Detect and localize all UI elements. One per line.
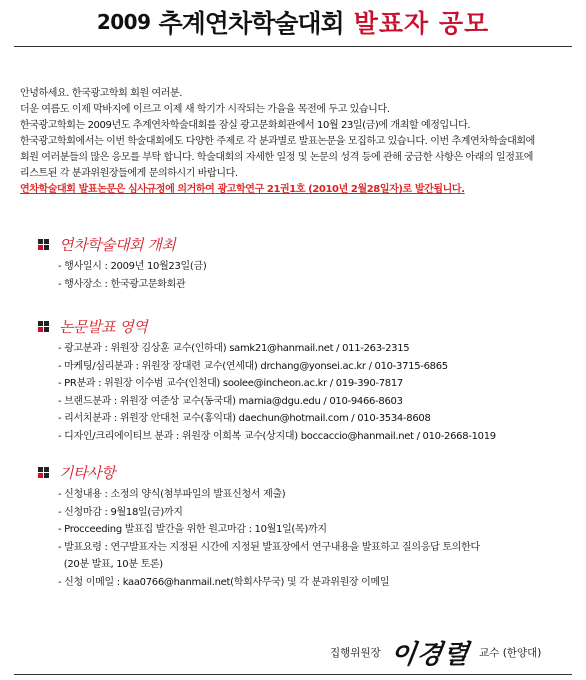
list-item: - 발표요령 : 연구발표자는 지정된 시간에 지정된 발표장에서 연구내용을 발표하고 질의응답 토의한다 [58,541,480,553]
intro-line: 리스트된 각 분과위원장들에게 문의하시기 바랍니다. [20,168,238,179]
misc-list [58,486,480,591]
intro-line: 안녕하세요. 한국광고학회 회원 여러분. [20,88,183,99]
section-title: 기타사항 [59,464,115,482]
section-heading-misc [38,462,115,483]
signature-role: 집행위원장 [330,647,381,659]
signature-name: 이경렬 [388,640,471,670]
title-main: 추계연차학술대회 [158,9,344,38]
signature-block [330,634,541,671]
list-item: - 신청 이메일 : kaa0766@hanmail.net(학회사무국) 및 각 분과위원장 이메일 [58,576,390,588]
list-item: - Procceeding 발표집 발간을 위한 원고마감 : 10월1일(목)까지 [58,524,327,535]
list-item: (20분 발표, 10분 토론) [58,559,163,570]
page-title [0,4,586,42]
list-item: - 브랜드분과 : 위원장 여준상 교수(동국대) marnia@dgu.edu / 010-9466-8603 [58,395,403,407]
section-heading-conference [38,234,175,255]
list-item: - 광고분과 : 위원장 김상훈 교수(인하대) samk21@hanmail.net / 011-263-2315 [58,343,410,354]
list-item: - 리서치분과 : 위원장 안대천 교수(홍익대) daechun@hotmail.com / 010-3534-8608 [58,413,431,424]
title-year: 2009 [96,10,151,34]
section-title: 논문발표 영역 [59,318,148,336]
publication-notice: 연차학술대회 발표논문은 심사규정에 의거하여 광고학연구 21권1호 (2010년 2월28일자)로 발간됩니다. [20,184,465,195]
list-item: - 신청마감 : 9월18일(금)까지 [58,506,183,518]
top-divider [14,46,572,47]
list-item: - PR분과 : 위원장 이수범 교수(인천대) soolee@incheon.ac.kr / 019-390-7817 [58,378,403,389]
intro-line: 한국광고학회는 2009년도 추계연차학술대회를 잠실 광고문화회관에서 10월 23일(금)에 개최할 예정입니다. [20,120,471,131]
intro-line: 회원 여러분들의 많은 응모를 부탁 합니다. 학술대회의 자세한 일정 및 논문의 성격 등에 관해 궁금한 사항은 아래의 일정표에 [20,152,534,163]
list-item: - 신청내용 : 소정의 양식(첨부파일의 발표신청서 제출) [58,489,286,500]
square-bullet-icon [38,467,49,478]
paper-areas-list [58,340,496,445]
list-item: - 행사장소 : 한국광고문화회관 [58,278,186,290]
list-item: - 행사일시 : 2009년 10월23일(금) [58,261,207,272]
intro-line: 더운 여름도 이제 막바지에 이르고 이제 새 학기가 시작되는 가을을 목전에 두고 있습니다. [20,104,390,115]
list-item: - 마케팅/심리분과 : 위원장 장대련 교수(연세대) drchang@yonsei.ac.kr / 010-3715-6865 [58,360,448,372]
conference-list [58,258,206,293]
list-item: - 디자인/크리에이티브 분과 : 위원장 이희복 교수(상지대) boccaccio@hanmail.net / 010-2668-1019 [58,430,496,442]
section-title: 연차학술대회 개최 [59,236,176,254]
title-accent: 발표자 공모 [353,9,490,38]
intro-text [20,86,580,198]
square-bullet-icon [38,321,49,332]
bottom-divider [14,674,572,675]
intro-line: 한국광고학회에서는 이번 학술대회에도 다양한 주제로 각 분과별로 발표논문을 모집하고 있습니다. 이번 추계연차학술대회에 [20,136,535,147]
signature-affiliation: 교수 (한양대) [479,647,542,659]
square-bullet-icon [38,239,49,250]
section-heading-paper-areas [38,316,147,337]
